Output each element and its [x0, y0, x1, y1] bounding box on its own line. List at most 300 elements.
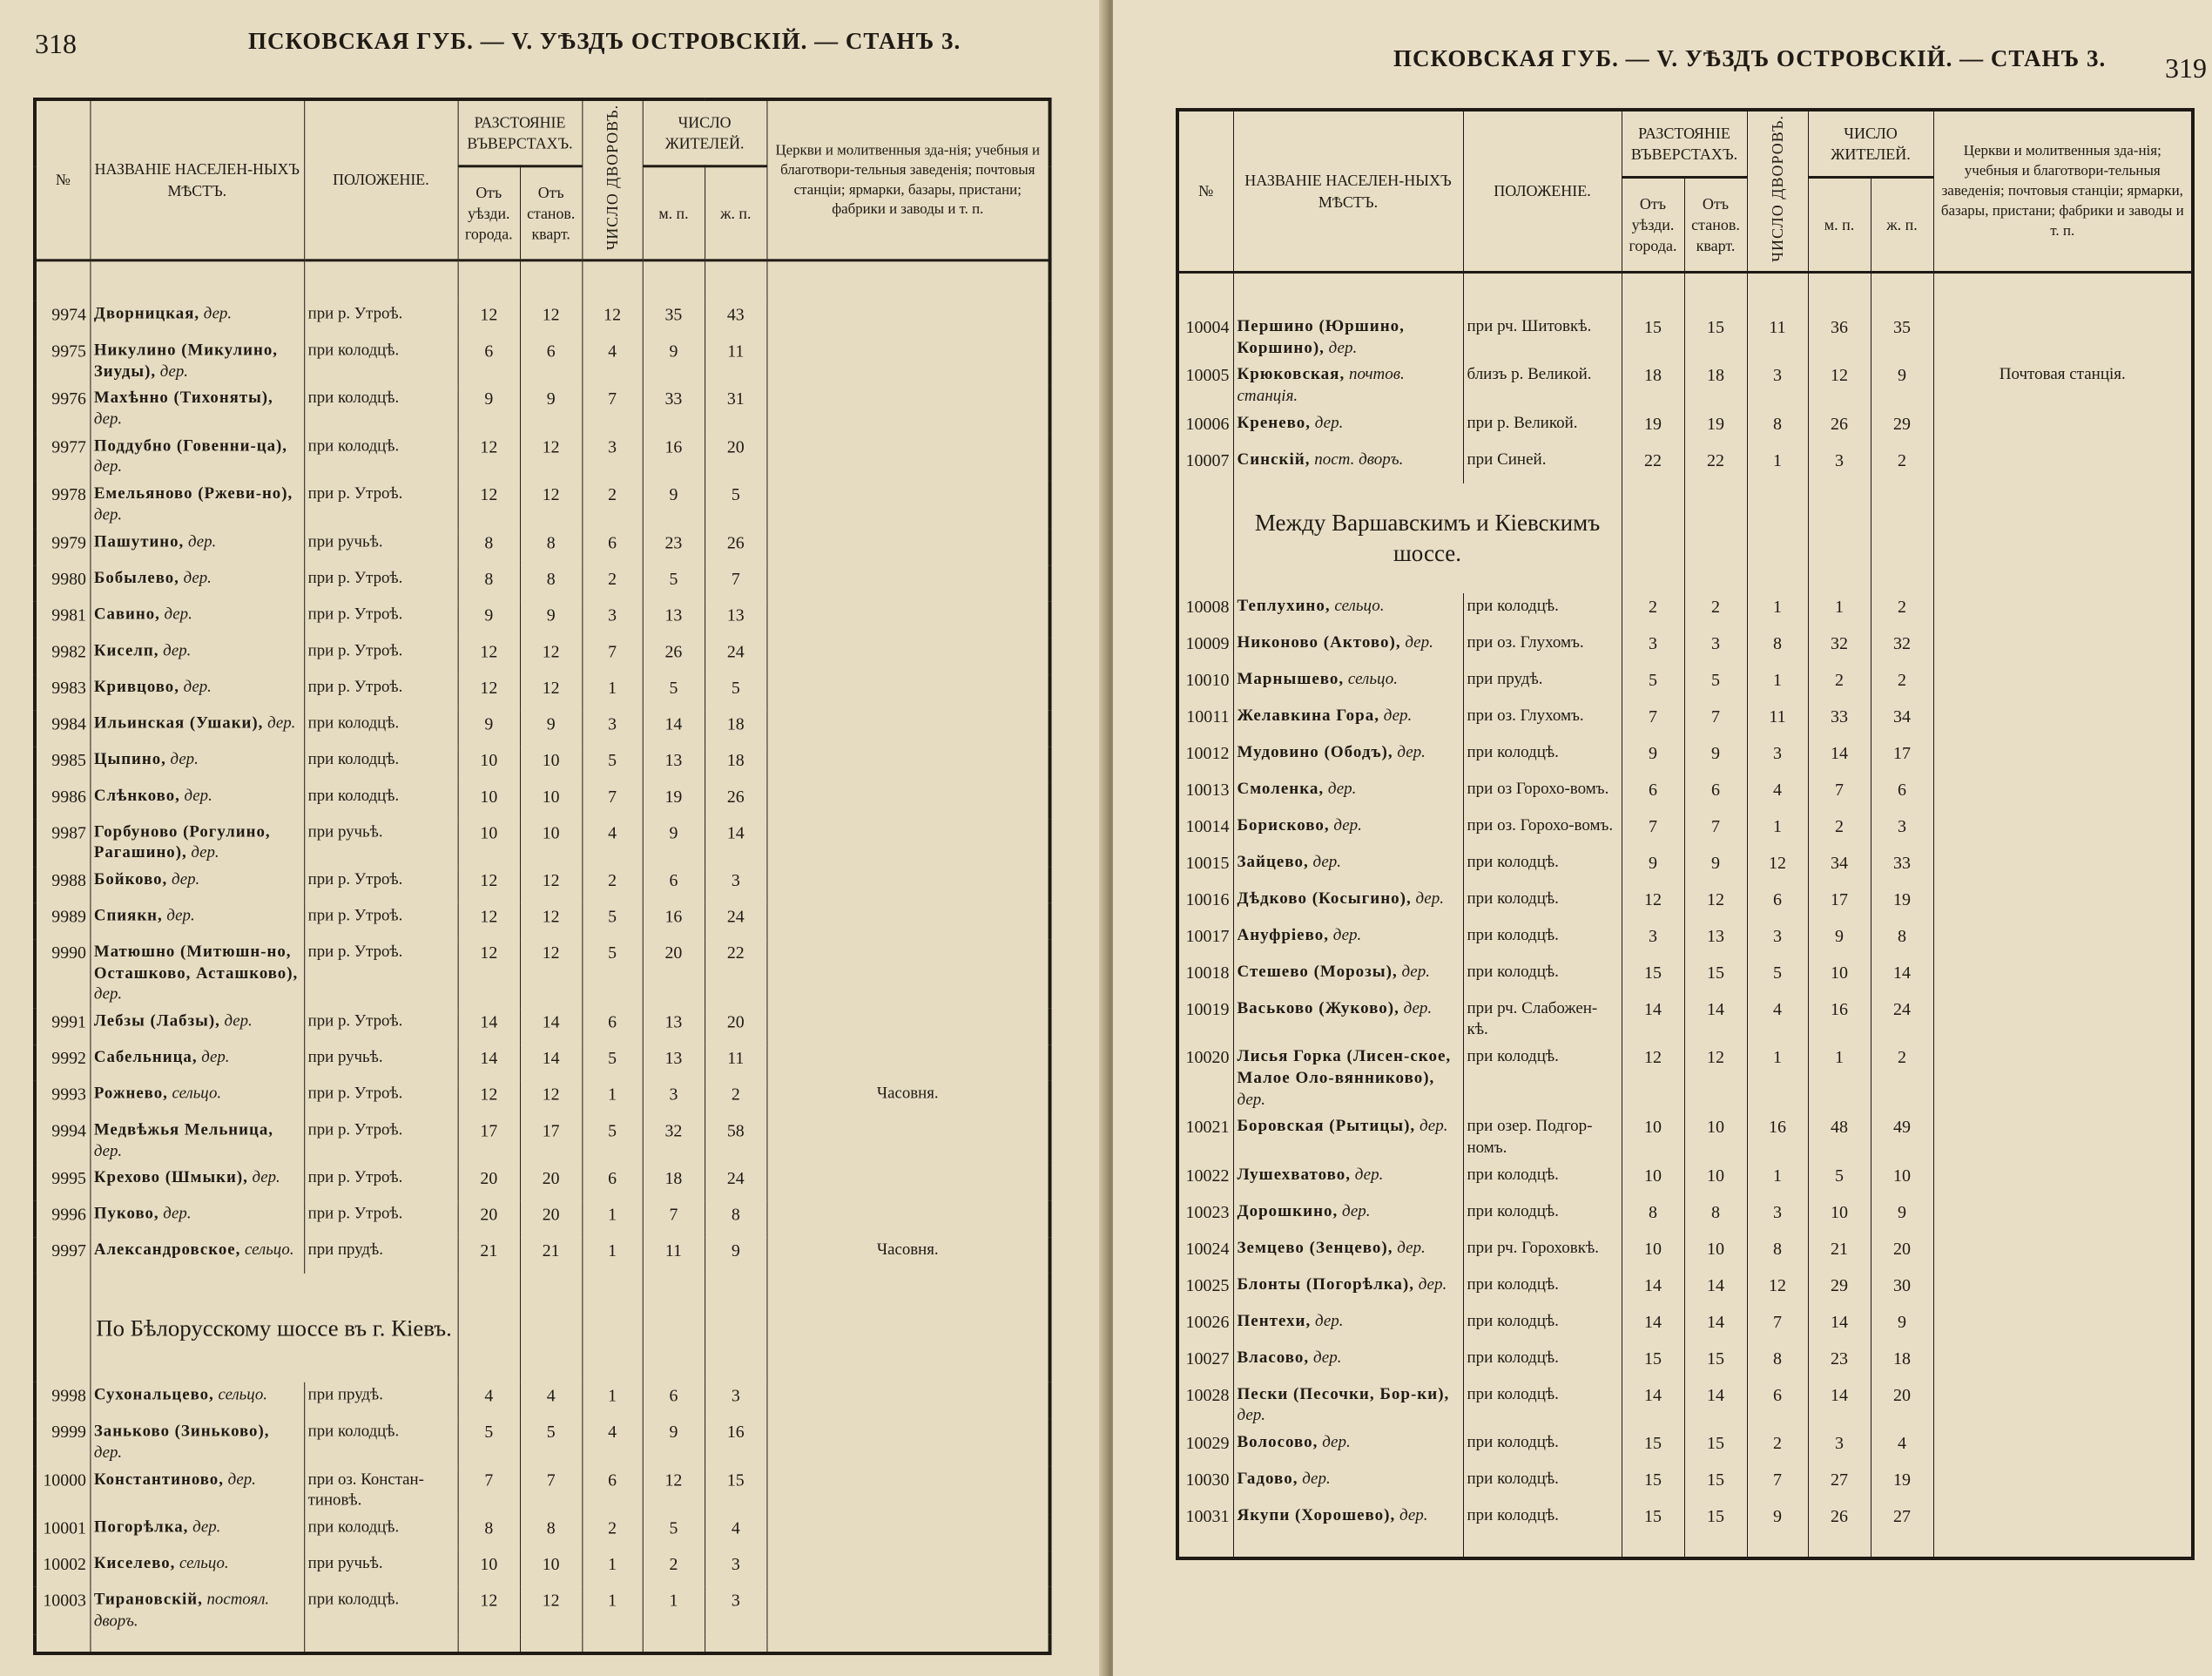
households: 8	[1747, 1235, 1808, 1272]
entry-number: 10005	[1177, 362, 1233, 409]
distance-stan: 4	[520, 1382, 582, 1419]
households: 8	[1747, 630, 1808, 666]
section-heading: Между Варшавскимъ и Кіевскимъ шоссе.	[1233, 483, 1622, 593]
entry-number: 10019	[1177, 996, 1233, 1044]
entry-number: 10026	[1177, 1308, 1233, 1345]
position: при р. Утроѣ.	[304, 565, 457, 602]
female-count: 7	[705, 565, 766, 602]
female-count: 5	[705, 481, 766, 529]
female-count: 5	[705, 674, 766, 711]
place-name: Крехово (Шмыки),	[93, 1168, 248, 1187]
page-number: 319	[2165, 52, 2207, 84]
female-count: 43	[705, 301, 766, 338]
female-count: 2	[1871, 1044, 1933, 1113]
distance-stan: 12	[520, 674, 582, 711]
place-kind: дер.	[183, 677, 212, 696]
place-kind: сельцо.	[244, 1240, 294, 1260]
households: 5	[1747, 959, 1808, 996]
table-row	[35, 338, 1050, 386]
male-count: 2	[1808, 666, 1871, 703]
header-from-town: Отъ уѣзди. города.	[1622, 178, 1684, 273]
male-count: 17	[1808, 886, 1871, 922]
settlement-table	[33, 98, 1052, 1655]
distance-town: 15	[1622, 1466, 1684, 1503]
place-name-cell	[90, 601, 304, 638]
position: при р. Утроѣ.	[304, 674, 457, 711]
entry-number: 10004	[1177, 314, 1233, 362]
place-name-cell	[1233, 1199, 1463, 1235]
distance-town: 15	[1622, 1429, 1684, 1466]
place-name-cell	[1233, 630, 1463, 666]
table-header	[35, 99, 1050, 260]
table-row	[1177, 959, 2193, 996]
place-name: Васьково (Жуково),	[1237, 998, 1399, 1017]
distance-stan: 12	[520, 1587, 582, 1635]
entry-number: 10025	[1177, 1272, 1233, 1308]
settlement-table	[1176, 108, 2195, 1560]
place-name-cell	[90, 782, 304, 819]
place-kind: дер.	[1383, 706, 1413, 725]
distance-stan: 20	[520, 1201, 582, 1238]
male-count: 9	[643, 338, 705, 386]
distance-town: 12	[458, 433, 520, 481]
place-kind: дер.	[1399, 1505, 1428, 1524]
notes	[766, 674, 1049, 711]
place-kind: дер.	[1315, 1311, 1344, 1330]
notes	[1933, 666, 2193, 703]
female-count: 30	[1871, 1272, 1933, 1308]
female-count: 26	[705, 529, 766, 565]
households: 3	[1747, 362, 1808, 409]
households: 1	[1747, 447, 1808, 483]
place-name: Якупи (Хорошево),	[1237, 1505, 1396, 1524]
male-count: 9	[643, 1419, 705, 1467]
distance-town: 7	[1622, 813, 1684, 849]
place-kind: дер.	[1314, 413, 1344, 432]
female-count: 9	[705, 1238, 766, 1274]
place-name: Ильинская (Ушаки),	[93, 713, 264, 733]
position: при ручьѣ.	[304, 529, 457, 565]
male-count: 6	[643, 1382, 705, 1419]
households: 6	[582, 529, 642, 565]
place-name: Заньково (Зиньково),	[93, 1422, 270, 1441]
entry-number: 10029	[1177, 1429, 1233, 1466]
female-count: 8	[1871, 922, 1933, 959]
households: 2	[1747, 1429, 1808, 1466]
households: 2	[582, 867, 642, 903]
place-name-cell	[90, 1009, 304, 1045]
place-name: Земцево (Зенцево),	[1237, 1238, 1393, 1257]
notes	[766, 433, 1049, 481]
distance-stan: 5	[520, 1419, 582, 1467]
place-kind: дер.	[1405, 632, 1433, 652]
place-name-cell	[90, 338, 304, 386]
households: 7	[582, 782, 642, 819]
entry-number: 10017	[1177, 922, 1233, 959]
female-count: 6	[1871, 776, 1933, 813]
place-name-cell	[1233, 1466, 1463, 1503]
male-count: 13	[643, 1009, 705, 1045]
households: 12	[582, 301, 642, 338]
table-row	[35, 1551, 1050, 1587]
female-count: 27	[1871, 1503, 1933, 1539]
distance-stan: 12	[520, 481, 582, 529]
place-kind: дер.	[1332, 925, 1362, 944]
female-count: 18	[1871, 1345, 1933, 1382]
male-count: 33	[643, 385, 705, 433]
page-number: 318	[35, 28, 77, 59]
male-count: 26	[643, 638, 705, 674]
male-count: 16	[643, 903, 705, 940]
running-head: ПСКОВСКАЯ ГУБ. — V. УѢЗДЪ ОСТРОВСКІЙ. — СТАНЪ 3.	[248, 28, 961, 54]
male-count: 23	[1808, 1345, 1871, 1382]
male-count: 9	[643, 481, 705, 529]
notes	[1933, 593, 2193, 630]
place-kind: дер.	[1415, 889, 1444, 908]
entry-number: 9995	[35, 1165, 90, 1201]
position: близъ р. Великой.	[1463, 362, 1622, 409]
male-count: 14	[643, 710, 705, 747]
notes	[766, 1165, 1049, 1201]
male-count: 32	[1808, 630, 1871, 666]
header-position: ПОЛОЖЕНІЕ.	[304, 99, 457, 260]
place-kind: дер.	[252, 1168, 280, 1187]
distance-stan: 15	[1684, 314, 1747, 362]
header-name: НАЗВАНІЕ НАСЕЛЕН-НЫХЪ МѢСТЪ.	[1233, 110, 1463, 273]
households: 5	[582, 939, 642, 1008]
table-row	[35, 1081, 1050, 1118]
notes	[1933, 1272, 2193, 1308]
place-name: Мудовино (Ободъ),	[1237, 742, 1393, 761]
place-name-cell	[1233, 1382, 1463, 1429]
entry-number: 10020	[1177, 1044, 1233, 1113]
position: при р. Утроѣ.	[304, 867, 457, 903]
place-name-cell	[1233, 362, 1463, 409]
notes	[1933, 959, 2193, 996]
female-count: 18	[705, 747, 766, 783]
table-row	[35, 1587, 1050, 1635]
entry-number: 10003	[35, 1587, 90, 1635]
distance-town: 3	[1622, 630, 1684, 666]
place-name-cell	[90, 1551, 304, 1587]
households: 1	[582, 1551, 642, 1587]
place-name: Гадово,	[1237, 1469, 1298, 1488]
distance-stan: 10	[520, 1551, 582, 1587]
distance-town: 14	[1622, 1272, 1684, 1308]
spacer-row	[35, 260, 1050, 301]
table-row	[35, 1201, 1050, 1238]
distance-town: 21	[458, 1238, 520, 1274]
male-count: 16	[643, 433, 705, 481]
notes	[766, 747, 1049, 783]
households: 5	[582, 747, 642, 783]
households: 1	[1747, 666, 1808, 703]
notes: Часовня.	[766, 1238, 1049, 1274]
female-count: 13	[705, 601, 766, 638]
female-count: 20	[705, 1009, 766, 1045]
households: 4	[1747, 996, 1808, 1044]
place-kind: дер.	[203, 304, 233, 323]
households: 1	[582, 1201, 642, 1238]
male-count: 14	[1808, 1308, 1871, 1345]
entry-number: 9977	[35, 433, 90, 481]
households: 12	[1747, 849, 1808, 886]
running-head: ПСКОВСКАЯ ГУБ. — V. УѢЗДЪ ОСТРОВСКІЙ. — СТАНЪ 3.	[1393, 45, 2107, 71]
households: 3	[1747, 1199, 1808, 1235]
position: при Синей.	[1463, 447, 1622, 483]
entry-number: 9999	[35, 1419, 90, 1467]
distance-town: 12	[458, 301, 520, 338]
distance-stan: 14	[1684, 1382, 1747, 1429]
position: при р. Великой.	[1463, 410, 1622, 447]
place-name-cell	[1233, 1113, 1463, 1161]
place-name: Горбуново (Рогулино, Рагашино),	[93, 822, 271, 862]
distance-town: 10	[1622, 1235, 1684, 1272]
position: при колодцѣ.	[1463, 1382, 1622, 1429]
distance-town: 15	[1622, 1503, 1684, 1539]
position: при колодцѣ.	[1463, 849, 1622, 886]
households: 5	[582, 1044, 642, 1081]
notes	[1933, 776, 2193, 813]
distance-town: 12	[458, 638, 520, 674]
female-count: 3	[705, 1551, 766, 1587]
entry-number: 10022	[1177, 1162, 1233, 1199]
male-count: 35	[643, 301, 705, 338]
distance-stan: 18	[1684, 362, 1747, 409]
male-count: 13	[643, 1044, 705, 1081]
table-row	[35, 747, 1050, 783]
place-kind: дер.	[93, 457, 123, 476]
distance-town: 12	[458, 867, 520, 903]
male-count: 7	[643, 1201, 705, 1238]
notes	[1933, 996, 2193, 1044]
female-count: 3	[705, 1382, 766, 1419]
right-page	[1113, 0, 2212, 1676]
place-name: Цыпино,	[93, 749, 166, 768]
female-count: 9	[1871, 1199, 1933, 1235]
place-name-cell	[90, 529, 304, 565]
place-kind: дер.	[163, 1204, 192, 1223]
section-heading: По Бѣлорусскому шоссе въ г. Кіевъ.	[90, 1274, 457, 1382]
table-row	[1177, 996, 2193, 1044]
table-row	[35, 1382, 1050, 1419]
place-kind: дер.	[93, 409, 123, 429]
position: при оз. Глухомъ.	[1463, 703, 1622, 740]
distance-town: 7	[1622, 703, 1684, 740]
distance-stan: 14	[1684, 1308, 1747, 1345]
households: 9	[1747, 1503, 1808, 1539]
distance-town: 8	[458, 529, 520, 565]
place-name: Пентехи,	[1237, 1311, 1312, 1330]
distance-stan: 12	[520, 903, 582, 940]
distance-stan: 8	[520, 565, 582, 602]
place-name-cell	[1233, 447, 1463, 483]
entry-number: 10010	[1177, 666, 1233, 703]
male-count: 1	[1808, 1044, 1871, 1113]
female-count: 20	[705, 433, 766, 481]
place-name-cell	[1233, 813, 1463, 849]
male-count: 1	[643, 1587, 705, 1635]
header-households: ЧИСЛО ДВОРОВЪ.	[582, 99, 642, 260]
table-row	[35, 710, 1050, 747]
female-count: 31	[705, 385, 766, 433]
place-name-cell	[1233, 849, 1463, 886]
position: при колодцѣ.	[1463, 922, 1622, 959]
entry-number: 10031	[1177, 1503, 1233, 1539]
place-name-cell	[90, 481, 304, 529]
place-kind: дер.	[191, 843, 219, 862]
female-count: 15	[705, 1467, 766, 1515]
position: при колодцѣ.	[304, 1515, 457, 1551]
entry-number: 10001	[35, 1515, 90, 1551]
male-count: 5	[643, 674, 705, 711]
male-count: 3	[1808, 1429, 1871, 1466]
place-name-cell	[1233, 703, 1463, 740]
distance-stan: 19	[1684, 410, 1747, 447]
distance-stan: 12	[520, 638, 582, 674]
place-kind: постоял. дворъ.	[93, 1590, 270, 1631]
place-kind: дер.	[166, 906, 195, 925]
entry-number: 9990	[35, 939, 90, 1008]
place-name: Никулино (Микулино, Зиуды),	[93, 341, 278, 381]
female-count: 11	[705, 1044, 766, 1081]
place-name: Константиново,	[93, 1470, 224, 1489]
place-kind: дер.	[1397, 1238, 1426, 1257]
place-name-cell	[1233, 1235, 1463, 1272]
table-row	[1177, 1113, 2193, 1161]
table-row	[35, 1117, 1050, 1165]
households: 1	[1747, 813, 1808, 849]
place-name: Зайцево,	[1237, 852, 1309, 871]
notes	[1933, 740, 2193, 776]
table-row	[1177, 666, 2193, 703]
female-count: 14	[1871, 959, 1933, 996]
male-count: 3	[643, 1081, 705, 1118]
position: при колодцѣ.	[304, 782, 457, 819]
households: 3	[582, 601, 642, 638]
place-name-cell	[1233, 959, 1463, 996]
place-name-cell	[90, 710, 304, 747]
place-name-cell	[90, 565, 304, 602]
place-name-cell	[90, 1117, 304, 1165]
notes	[766, 1551, 1049, 1587]
entry-number: 9989	[35, 903, 90, 940]
header-name: НАЗВАНІЕ НАСЕЛЕН-НЫХЪ МѢСТЪ.	[90, 99, 304, 260]
place-kind: дер.	[1312, 1348, 1342, 1367]
households: 1	[582, 1382, 642, 1419]
notes	[766, 1515, 1049, 1551]
place-kind: дер.	[1419, 1117, 1448, 1136]
place-name: Спиякн,	[93, 906, 163, 925]
place-name: Махѣнно (Тихоняты),	[93, 389, 273, 408]
distance-stan: 2	[1684, 593, 1747, 630]
header-distance: РАЗСТОЯНІЕ ВЪВЕРСТАХЪ.	[1622, 110, 1747, 178]
female-count: 26	[705, 782, 766, 819]
households: 11	[1747, 314, 1808, 362]
entry-number: 10024	[1177, 1235, 1233, 1272]
place-name-cell	[1233, 1345, 1463, 1382]
place-name-cell	[1233, 886, 1463, 922]
place-name: Тирановскій,	[93, 1590, 203, 1609]
table-row	[35, 939, 1050, 1008]
place-name-cell	[90, 1201, 304, 1238]
left-page	[0, 0, 1104, 1676]
male-count: 36	[1808, 314, 1871, 362]
entry-number: 10012	[1177, 740, 1233, 776]
entry-number: 10007	[1177, 447, 1233, 483]
male-count: 29	[1808, 1272, 1871, 1308]
place-name: Волосово,	[1237, 1432, 1318, 1451]
table-row	[35, 601, 1050, 638]
distance-town: 9	[458, 710, 520, 747]
notes: Часовня.	[766, 1081, 1049, 1118]
position: при колодцѣ.	[1463, 886, 1622, 922]
place-kind: дер.	[1328, 338, 1358, 357]
position: при прудѣ.	[304, 1238, 457, 1274]
place-kind: дер.	[1333, 815, 1362, 835]
distance-stan: 7	[1684, 703, 1747, 740]
households: 3	[582, 710, 642, 747]
female-count: 19	[1871, 1466, 1933, 1503]
header-from-town: Отъ уѣзди. города.	[458, 166, 520, 260]
distance-town: 5	[1622, 666, 1684, 703]
place-kind: дер.	[1322, 1432, 1351, 1451]
place-kind: дер.	[93, 985, 123, 1004]
place-kind: дер.	[170, 749, 199, 768]
distance-stan: 7	[1684, 813, 1747, 849]
distance-stan: 10	[520, 747, 582, 783]
spacer-row	[35, 1635, 1050, 1654]
place-name-cell	[90, 1515, 304, 1551]
place-kind: дер.	[201, 1048, 230, 1067]
place-name: Александровское,	[93, 1240, 241, 1260]
notes	[766, 819, 1049, 867]
place-kind: сельцо.	[1334, 596, 1385, 615]
female-count: 9	[1871, 1308, 1933, 1345]
distance-town: 14	[1622, 996, 1684, 1044]
place-name: Марнышево,	[1237, 669, 1345, 688]
table-row	[1177, 1235, 2193, 1272]
position: при оз Горохо-вомъ.	[1463, 776, 1622, 813]
position: при колодцѣ.	[304, 747, 457, 783]
distance-stan: 7	[520, 1467, 582, 1515]
table-row	[35, 638, 1050, 674]
distance-town: 12	[458, 903, 520, 940]
table-body	[1177, 273, 2193, 1558]
male-count: 11	[643, 1238, 705, 1274]
male-count: 12	[643, 1467, 705, 1515]
place-name: Теплухино,	[1237, 596, 1331, 615]
notes	[766, 601, 1049, 638]
entry-number: 10023	[1177, 1199, 1233, 1235]
distance-stan: 10	[1684, 1235, 1747, 1272]
entry-number: 9980	[35, 565, 90, 602]
distance-town: 20	[458, 1201, 520, 1238]
entry-number: 10008	[1177, 593, 1233, 630]
households: 1	[582, 1081, 642, 1118]
place-name: Пашутино,	[93, 532, 185, 551]
place-name: Кренево,	[1237, 413, 1312, 432]
place-name: Ануфріево,	[1237, 925, 1330, 944]
place-name-cell	[1233, 1272, 1463, 1308]
distance-stan: 14	[520, 1009, 582, 1045]
place-name: Савино,	[93, 605, 160, 624]
female-count: 3	[1871, 813, 1933, 849]
place-name: Желавкина Гора,	[1237, 706, 1380, 725]
position: при колодцѣ.	[1463, 1199, 1622, 1235]
female-count: 34	[1871, 703, 1933, 740]
male-count: 10	[1808, 959, 1871, 996]
